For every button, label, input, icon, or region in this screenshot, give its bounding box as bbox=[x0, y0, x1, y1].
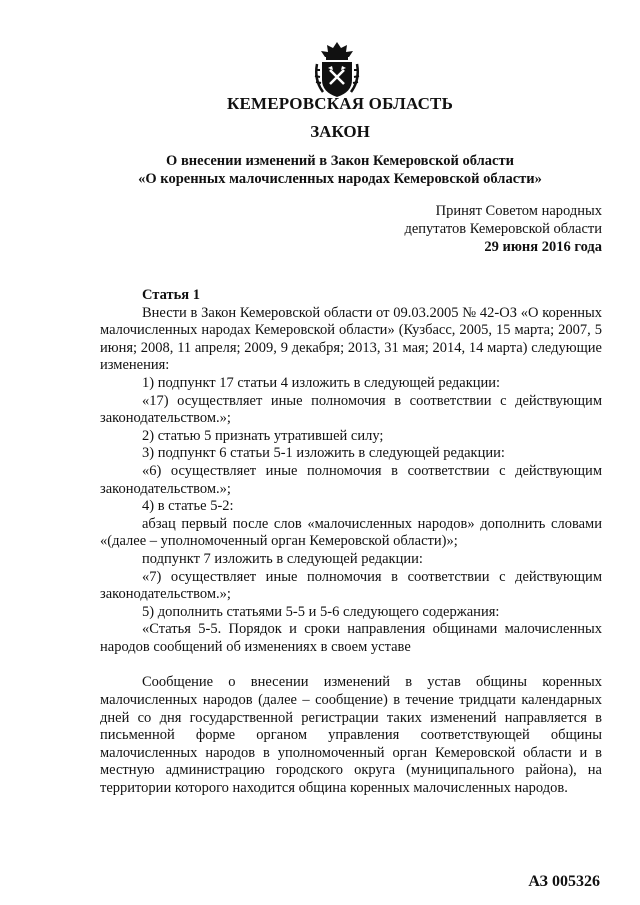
region-title: КЕМЕРОВСКАЯ ОБЛАСТЬ bbox=[226, 94, 454, 113]
article-paragraph: «Статья 5-5. Порядок и сроки направления общинами малочисленных народов сообщений об изменениях в своем уставе bbox=[100, 621, 602, 655]
adoption-date: 29 июня 2016 года bbox=[484, 239, 602, 255]
article-paragraph: 4) в статье 5-2: bbox=[142, 498, 234, 515]
article-heading: Статья 1 bbox=[142, 287, 200, 303]
paragraph-gap bbox=[100, 656, 602, 674]
kemerovo-coat-of-arms-icon bbox=[313, 40, 361, 100]
article-paragraph: 2) статью 5 признать утратившей силу; bbox=[142, 427, 384, 444]
law-title-line-2: «О коренных малочисленных народах Кемеровской области» bbox=[138, 171, 542, 187]
article-paragraph: Сообщение о внесении изменений в устав общины коренных малочисленных народов (далее – сообщение) в течение тридцати календарных дней со дня государственной регистрации таких изменений направляется в письменной форме органом управления соответствующей общины малочисленных народов в уполномоченный орган Кемеровской области и в местную администрацию городского округа (муниципального района), на территории которого находится община коренных малочисленных народов. bbox=[100, 674, 602, 797]
article-paragraph: 1) подпункт 17 статьи 4 изложить в следующей редакции: bbox=[142, 374, 501, 391]
document-type: ЗАКОН bbox=[310, 122, 370, 141]
adoption-line-2: депутатов Кемеровской области bbox=[404, 221, 602, 237]
law-title-line-1: О внесении изменений в Закон Кемеровской области bbox=[166, 153, 514, 169]
adoption-line-1: Принят Советом народных bbox=[435, 203, 602, 219]
article-paragraph: 3) подпункт 6 статьи 5-1 изложить в следующей редакции: bbox=[142, 445, 505, 462]
article-paragraph: Внести в Закон Кемеровской области от 09.03.2005 № 42-ОЗ «О коренных малочисленных народах Кемеровской области» (Кузбасс, 2005, 15 марта; 2007, 5 июня; 2008, 11 апреля; 2009, 9 декабря; 2013, 31 мая; 2014, 14 марта) следующие изменения: bbox=[100, 304, 602, 374]
form-serial-number: АЗ 005326 bbox=[528, 873, 600, 890]
article-paragraph: 5) дополнить статьями 5-5 и 5-6 следующего содержания: bbox=[142, 603, 500, 620]
adoption-block bbox=[404, 202, 602, 256]
article-body bbox=[100, 287, 602, 798]
article-paragraph: «7) осуществляет иные полномочия в соответствии с действующим законодательством.»; bbox=[100, 568, 602, 603]
article-paragraph: абзац первый после слов «малочисленных народов» дополнить словами «(далее – уполномоченный орган Кемеровской области)»; bbox=[100, 515, 602, 550]
article-paragraph: подпункт 7 изложить в следующей редакции: bbox=[142, 550, 423, 567]
article-paragraph: «6) осуществляет иные полномочия в соответствии с действующим законодательством.»; bbox=[100, 462, 602, 497]
article-paragraph: «17) осуществляет иные полномочия в соответствии с действующим законодательством.»; bbox=[100, 392, 602, 427]
